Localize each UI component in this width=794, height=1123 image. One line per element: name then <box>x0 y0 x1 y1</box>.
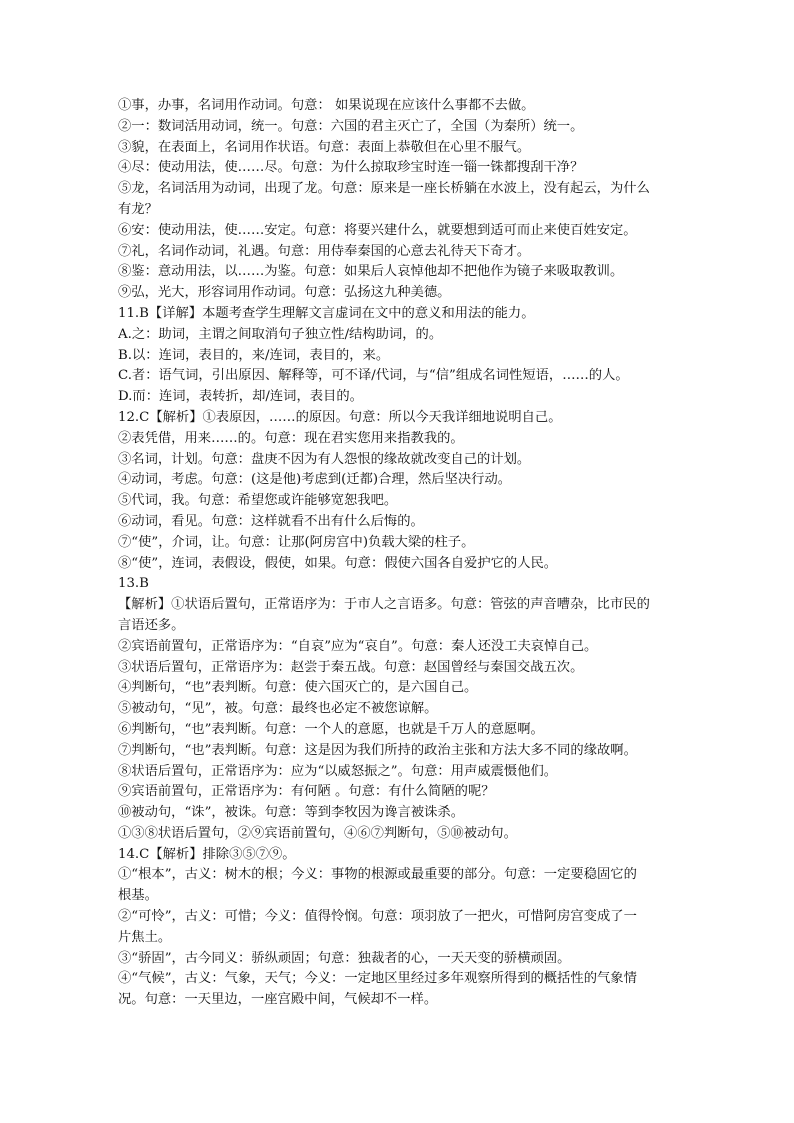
text-line: 根基。 <box>118 888 158 904</box>
text-line: C.者：语气词，引出原因、解释等，可不译/代词，与“信”组成名词性短语，……的人。 <box>118 368 629 384</box>
text-line: 有龙？ <box>118 201 158 217</box>
text-line: 14.C【解析】排除③⑤⑦⑨。 <box>118 846 296 862</box>
text-line: ②“可怜”，古义：可惜；今义：值得怜悯。句意：项羽放了一把火，可惜阿房宫变成了一 <box>118 909 637 925</box>
text-line: 11.B【详解】本题考查学生理解文言虚词在文中的意义和用法的能力。 <box>118 305 535 321</box>
text-line: ⑥动词，看见。句意：这样就看不出有什么后悔的。 <box>118 513 424 529</box>
text-line: ③状语后置句，正常语序为：赵尝于秦五战。句意：赵国曾经与秦国交战五次。 <box>118 659 584 675</box>
text-line: ④“气候”，古义：气象，天气；今义：一定地区里经过多年观察所得到的概括性的气象情 <box>118 971 637 987</box>
text-line: ⑦“使”，介词，让。句意：让那(阿房宫中)负载大梁的柱子。 <box>118 534 475 550</box>
text-line: A.之：助词，主谓之间取消句子独立性/结构助词，的。 <box>118 326 443 342</box>
text-line: ⑨宾语前置句，正常语序为：有何陋 。句意：有什么简陋的呢？ <box>118 784 495 800</box>
text-line: D.而：连词，表转折，却/连词，表目的。 <box>118 389 363 405</box>
text-line: ③“骄固”，古今同义：骄纵顽固；句意：独裁者的心，一天天变的骄横顽固。 <box>118 950 571 966</box>
text-line: ⑦判断句，“也”表判断。句意：这是因为我们所持的政治主张和方法大多不同的缘故啊。 <box>118 742 637 758</box>
text-line: ③名词，计划。句意：盘庚不因为有人怨恨的缘故就改变自己的计划。 <box>118 451 531 467</box>
text-line: ⑥判断句，“也”表判断。句意：一个人的意愿，也就是千万人的意愿啊。 <box>118 721 544 737</box>
text-line: ④动词，考虑。句意：(这是他)考虑到(迁都)合理，然后坚决行动。 <box>118 472 512 488</box>
text-line: ③貌，在表面上，名词用作状语。句意：表面上恭敬但在心里不服气。 <box>118 139 531 155</box>
text-line: ⑦礼，名词作动词，礼遇。句意：用侍奉秦国的心意去礼待天下奇才。 <box>118 243 531 259</box>
text-line: ⑧状语后置句，正常语序为：应为“以威怒振之”。句意：用声威震慑他们。 <box>118 763 558 779</box>
text-line: B.以：连词，表目的，来/连词，表目的，来。 <box>118 347 390 363</box>
text-line: ⑤龙，名词活用为动词，出现了龙。句意：原来是一座长桥躺在水波上，没有起云，为什么 <box>118 181 650 197</box>
text-line: ②一：数词活用动词，统一。句意：六国的君主灭亡了，全国（为秦所）统一。 <box>118 118 584 134</box>
text-line: ⑤代词，我。句意：希望您或许能够宽恕我吧。 <box>118 493 398 509</box>
text-line: ⑤被动句，“见”，被。句意：最终也必定不被您谅解。 <box>118 701 438 717</box>
text-line: ①“根本”，古义：树木的根；今义：事物的根源或最重要的部分。句意：一定要稳固它的 <box>118 867 637 883</box>
text-line: 【解析】①状语后置句，正常语序为：于市人之言语多。句意：管弦的声音嘈杂，比市民的 <box>118 597 650 613</box>
text-line: ⑧鉴：意动用法，以……为鉴。句意：如果后人哀悼他却不把他作为镜子来吸取教训。 <box>118 264 624 280</box>
text-line: ⑧“使”，连词，表假设，假使，如果。句意：假使六国各自爱护它的人民。 <box>118 555 558 571</box>
text-line: 片焦土。 <box>118 929 172 945</box>
text-line: ①③⑧状语后置句，②⑨宾语前置句，④⑥⑦判断句，⑤⑩被动句。 <box>118 825 517 841</box>
text-line: 况。句意：一天里边，一座宫殿中间，气候却不一样。 <box>118 992 438 1008</box>
text-line: ⑥安：使动用法，使……安定。句意：将要兴建什么，就要想到适可而止来使百姓安定。 <box>118 222 637 238</box>
text-line: 12.C【解析】①表原因，……的原因。句意：所以今天我详细地说明自己。 <box>118 409 562 425</box>
text-line: ⑩被动句，“诛”，被诛。句意：等到李牧因为谗言被诛杀。 <box>118 805 465 821</box>
text-line: ①事，办事，名词用作动词。句意： 如果说现在应该什么事都不去做。 <box>118 98 535 113</box>
text-line: ②表凭借，用来……的。句意：现在君实您用来指教我的。 <box>118 430 464 446</box>
text-line: ⑨弘，光大，形容词用作动词。句意：弘扬这九种美德。 <box>118 285 451 301</box>
document-body <box>118 96 678 1011</box>
text-line: 13.B <box>118 576 149 592</box>
text-line: 言语还多。 <box>118 617 185 633</box>
text-line: ②宾语前置句，正常语序为：“自哀”应为“哀自”。句意：秦人还没工夫哀悼自己。 <box>118 638 598 654</box>
text-line: ④判断句，“也”表判断。句意：使六国灭亡的，是六国自己。 <box>118 680 478 696</box>
text-line: ④尽：使动用法，使……尽。句意：为什么掠取珍宝时连一锱一铢都搜刮干净？ <box>118 160 584 176</box>
